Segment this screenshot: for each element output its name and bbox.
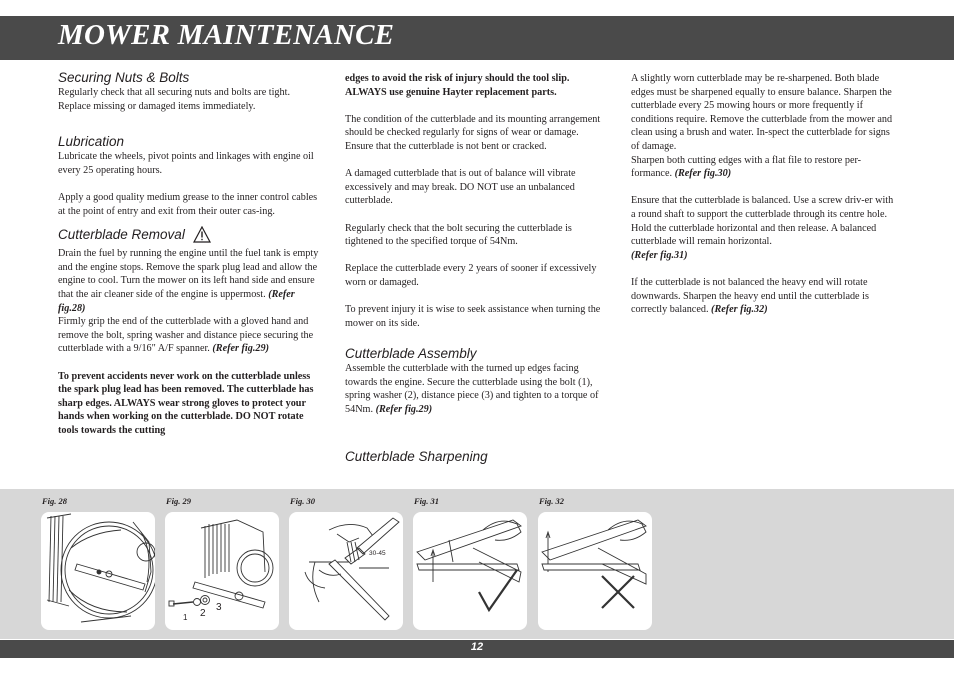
fig-29-label: Fig. 29 [166,496,192,506]
lubrication-text-1: Lubricate the wheels, pivot points and linkages with engine oil every 25 operating hours. [58,151,314,176]
unbalanced-ref-fig32: (Refer fig.32) [711,304,768,316]
page-footer [0,640,954,658]
securing-nuts-text: Regularly check that all securing nuts and bolts are tight. Replace missing or damaged items immediately. [58,87,290,112]
assembly-text [345,362,607,416]
balance-text-body: Ensure that the cutterblade is balanced. Use a screw driv-er with a round shaft to support the cutterblade through its centre hole. Hold the cutterblade horizontal and then release. A balanced cutterblade will remain horizontal. [631,195,894,248]
fig-29-illustration [165,512,279,630]
removal-text-2 [58,315,320,356]
column-3 [631,72,895,330]
section-heading-cutterblade-sharpening: Cutterblade Sharpening [345,448,488,464]
assembly-ref-fig29: (Refer fig.29) [375,404,433,416]
page-number: 12 [470,641,484,653]
fig-30-angle-callout: 30-45 [369,550,386,557]
condition-text: The condition of the cutterblade and its mounting arrangement should be checked regularly for signs of wear or damage. Ensure that the cutterblade is not bent or cracked. [345,113,601,152]
assembly-text-body: Assemble the cutterblade with the turned up edges facing towards the engine. Secure the cutterblade using the bolt (1), spring washer (2), distance piece (3) and tighten to a torque of 54Nm. [345,363,599,416]
section-heading-securing-nuts: Securing Nuts & Bolts [58,70,190,85]
fig-29-callout-1: 1 [183,613,188,622]
section-heading-lubrication: Lubrication [58,134,125,150]
lubrication-text-2: Apply a good quality medium grease to the inner control cables at the point of entry and exit from their outer cas-ing. [58,191,318,217]
fig-30-illustration [289,512,403,630]
fig-29-callout-2: 2 [200,608,206,619]
removal-warning: To prevent accidents never work on the cutterblade unless the spark plug lead has been removed. The cutterblade has sharp edges. ALWAYS wear strong gloves to protect your hands when working on the cutterblade. DO NOT rotate tools towards the cutting [58,370,314,436]
section-heading-cutterblade-assembly: Cutterblade Assembly [345,346,477,362]
fig-32-illustration [538,512,652,630]
fig-31-label: Fig. 31 [414,496,440,506]
warning-continued: edges to avoid the risk of injury should the tool slip. ALWAYS use genuine Hayter replacement parts. [345,73,570,98]
fig-28-label: Fig. 28 [42,496,68,506]
balance-ref-fig31: (Refer fig.31) [631,249,688,261]
cutterblade-removal-heading-text: Cutterblade Removal [58,227,185,243]
page-title: MOWER MAINTENANCE [58,19,395,51]
fig-30-label: Fig. 30 [290,496,316,506]
fig-28-illustration [41,512,155,630]
assistance-text: To prevent injury it is wise to seek assistance when turning the mower on its side. [345,304,601,329]
removal-ref-fig28: (Refer fig.28) [58,288,295,314]
sharpening-text-1: A slightly worn cutterblade may be re-sharpened. Both blade edges must be sharpened equally to ensure balance. Sharpen the cutterblade every 25 mowing hours or more frequently if conditions require. Remove the cutterblade from the mower and clean using a brush and water. In-spect the cutterblade for signs of damage. [631,73,893,152]
removal-text-1 [58,247,320,315]
removal-text-2-body: Firmly grip the end of the cutterblade with a gloved hand and remove the bolt, spring washer and distance piece securing the cutterblade with a 9/16" A/F spanner. [58,316,314,355]
sharpening-text-2-body: Sharpen both cutting edges with a flat file to restore per-formance. [631,154,862,180]
damaged-blade-text: A damaged cutterblade that is out of balance will vibrate excessively and may break. DO NOT use an unbalanced cutterblade. [345,168,576,207]
fig-32-label: Fig. 32 [539,496,565,506]
sharpening-text-2 [631,154,895,181]
removal-text-1-body: Drain the fuel by running the engine until the fuel tank is empty and the engine stops. Remove the spark plug lead and allow the engine to cool. Turn the mower on its left hand side and ensure that the air cleaner side of the engine is uppermost. [58,248,319,300]
unbalanced-text [631,276,895,317]
removal-ref-fig29: (Refer fig.29) [212,343,269,355]
unbalanced-text-body: If the cutterblade is not balanced the heavy end will rotate downwards. Sharpen the heavy end until the cutterblade is correctly balanced. [631,276,869,316]
fig-31-illustration [413,512,527,630]
page-header [0,16,954,60]
column-1 [58,70,320,451]
balance-text [631,194,895,262]
column-2 [345,72,607,465]
warning-icon [193,226,211,247]
fig-29-callout-3: 3 [216,602,222,613]
sharpening-ref-fig30: (Refer fig.30) [674,168,732,180]
section-heading-cutterblade-removal [58,226,320,247]
torque-text: Regularly check that the bolt securing the cutterblade is tightened to the specified torque of 54Nm. [345,222,572,248]
replace-text: Replace the cutterblade every 2 years of sooner if excessively worn or damaged. [345,263,597,288]
